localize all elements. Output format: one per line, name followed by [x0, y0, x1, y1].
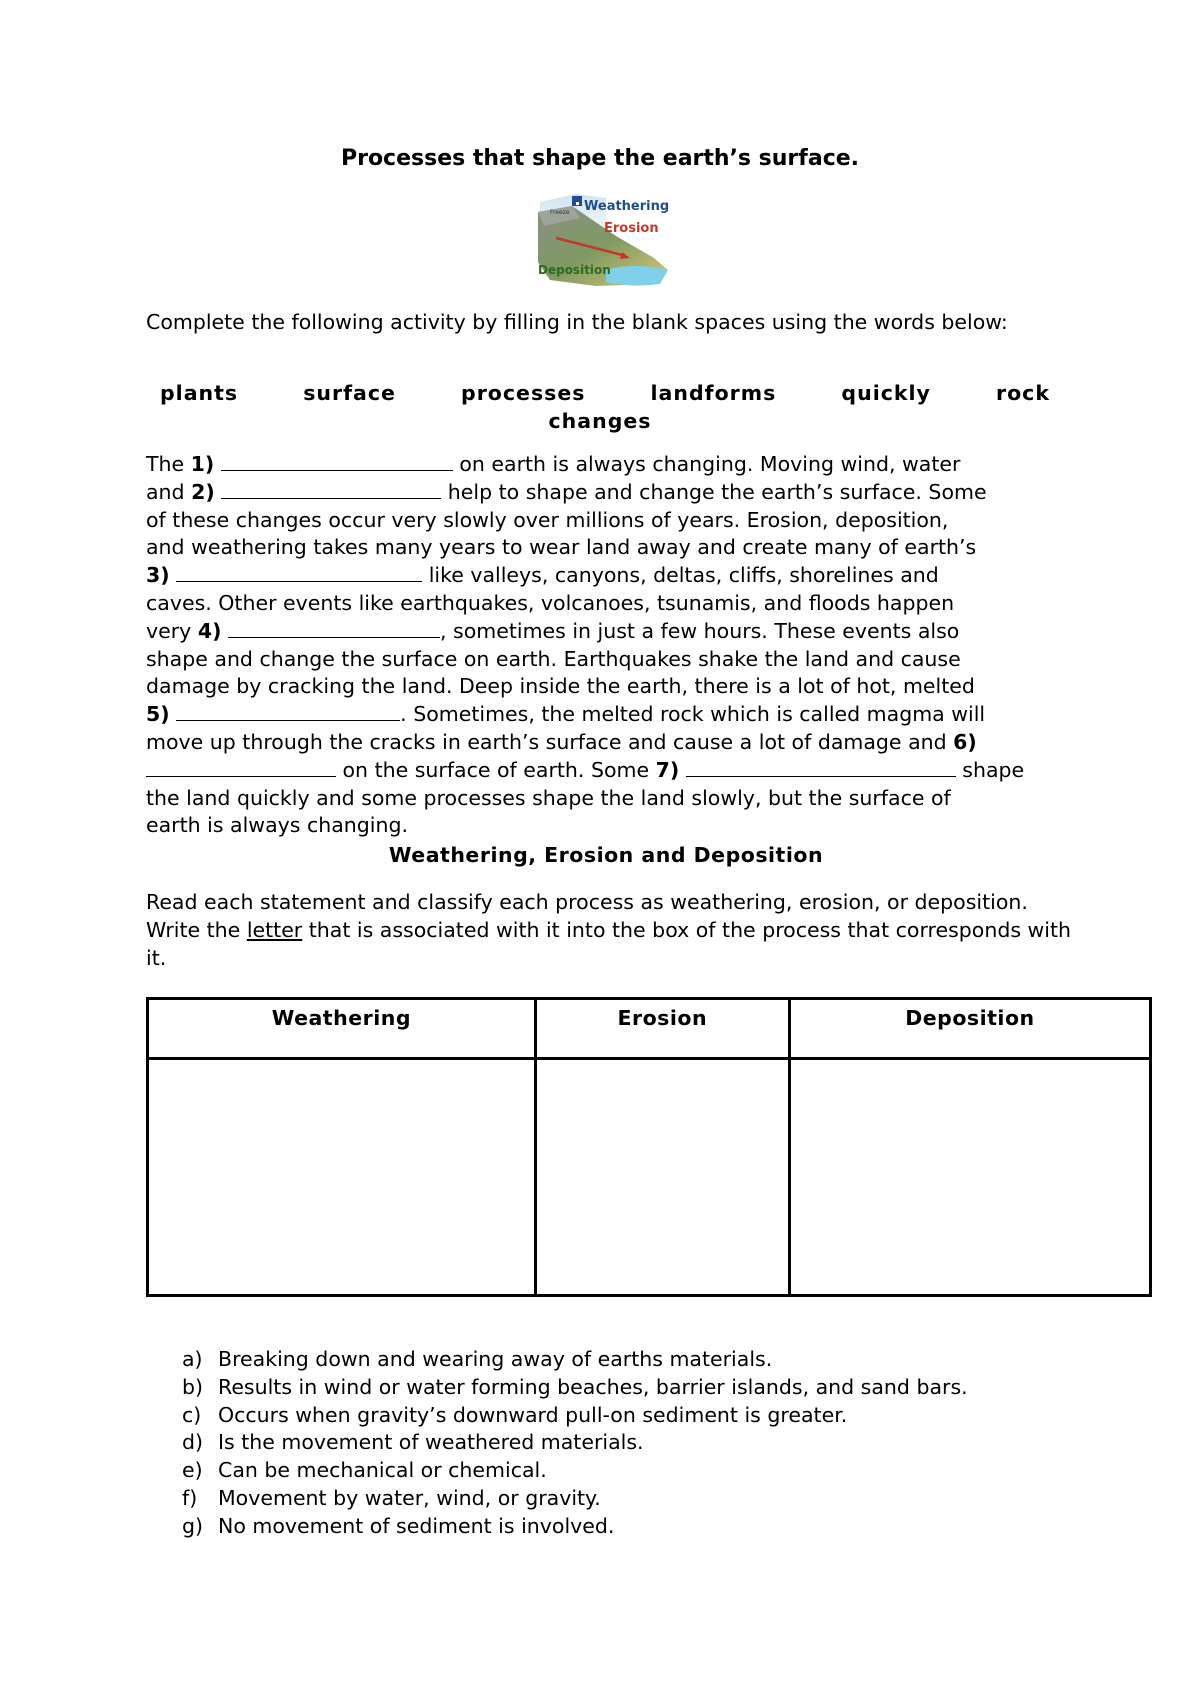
page-title: Processes that shape the earth’s surface.	[340, 146, 860, 171]
blank-number: 6)	[953, 729, 977, 754]
statement-text: Can be mechanical or chemical.	[218, 1458, 547, 1483]
classification-table	[146, 997, 1152, 1297]
blank-4[interactable]	[228, 618, 440, 638]
weathering-erosion-deposition-diagram	[536, 192, 672, 290]
word-bank-item: landforms	[650, 381, 777, 405]
blank-5[interactable]	[176, 701, 400, 721]
fill-in-passage	[146, 451, 1086, 840]
blank-3[interactable]	[176, 562, 422, 582]
passage-text: on the surface of earth. Some	[336, 757, 656, 782]
weathering-answer-box[interactable]	[148, 1059, 536, 1296]
statement-text: Results in wind or water forming beaches, barrier islands, and sand bars.	[218, 1374, 968, 1399]
word-bank-item: changes	[548, 409, 652, 433]
passage-text: shape	[955, 757, 1025, 782]
statement-letter: g)	[182, 1513, 204, 1538]
instructions-underlined-word: letter	[246, 917, 303, 942]
blank-2[interactable]	[221, 479, 441, 499]
statement-text: Breaking down and wearing away of earths materials.	[218, 1347, 773, 1371]
passage-text: , sometimes in just a few hours. These events also	[440, 618, 960, 643]
statement-letter: e)	[182, 1458, 203, 1483]
blank-number: 7)	[655, 757, 680, 782]
passage-text: shape and change the surface on earth. Earthquakes shake the land and cause	[146, 646, 961, 671]
passage-text: and	[146, 479, 192, 504]
list-item	[182, 1457, 968, 1485]
list-item	[182, 1402, 968, 1430]
word-bank-item: surface	[303, 381, 396, 405]
passage-text: damage by cracking the land. Deep inside the earth, there is a lot of hot, melted	[146, 674, 975, 699]
word-bank-item: processes	[461, 381, 586, 405]
statement-letter: b)	[182, 1374, 204, 1399]
word-bank-item: rock	[995, 381, 1050, 405]
passage-text: earth is always changing.	[146, 813, 409, 838]
deposition-answer-box[interactable]	[789, 1059, 1150, 1296]
blank-number: 1)	[190, 452, 215, 476]
statement-list	[182, 1346, 968, 1541]
blank-number: 3)	[146, 563, 170, 588]
statement-letter: d)	[182, 1430, 204, 1455]
passage-text: . Sometimes, the melted rock which is called magma will	[400, 702, 986, 727]
diagram-label-weathering: Weathering	[584, 199, 670, 214]
list-item	[182, 1485, 968, 1513]
list-item	[182, 1429, 968, 1457]
activity-instructions: Complete the following activity by filling in the blank spaces using the words below:	[146, 310, 1008, 334]
list-item	[182, 1374, 968, 1402]
instructions-text: that is associated with it into the box of the process that corresponds with it.	[146, 917, 1072, 970]
statement-text: Movement by water, wind, or gravity.	[218, 1485, 601, 1510]
diagram-label-deposition: Deposition	[538, 263, 611, 277]
blank-7[interactable]	[686, 757, 956, 777]
section-heading: Weathering, Erosion and Deposition	[388, 843, 824, 867]
diagram-label-freeze: Freeze	[550, 209, 570, 216]
classification-instructions	[146, 889, 1076, 972]
instructions-text: Read each statement and classify each process as weathering, erosion, or deposition. Write the	[146, 890, 1028, 942]
column-header-erosion: Erosion	[535, 999, 789, 1059]
word-bank-item: quickly	[841, 381, 931, 405]
column-header-deposition: Deposition	[789, 999, 1150, 1059]
blank-6[interactable]	[146, 757, 336, 777]
statement-text: Occurs when gravity’s downward pull-on sediment is greater.	[218, 1402, 848, 1427]
blank-1[interactable]	[221, 451, 453, 471]
statement-letter: f)	[182, 1485, 198, 1510]
passage-text: caves. Other events like earthquakes, volcanoes, tsunamis, and floods happen	[146, 590, 955, 615]
statement-letter: c)	[182, 1402, 202, 1427]
passage-text: of these changes occur very slowly over millions of years. Erosion, deposition,	[146, 507, 949, 532]
passage-text: the land quickly and some processes shape the land slowly, but the surface of	[146, 785, 951, 810]
blank-number: 5)	[146, 702, 170, 727]
passage-text: The	[146, 452, 191, 476]
passage-text: like valleys, canyons, deltas, cliffs, shorelines and	[422, 563, 939, 588]
passage-text: and weathering takes many years to wear land away and create many of earth’s	[146, 535, 977, 560]
list-item	[182, 1346, 968, 1374]
erosion-answer-box[interactable]	[535, 1059, 789, 1296]
statement-letter: a)	[182, 1347, 203, 1371]
word-bank	[160, 381, 1050, 405]
passage-text: move up through the cracks in earth’s surface and cause a lot of damage and	[146, 729, 954, 754]
column-header-weathering: Weathering	[148, 999, 536, 1059]
passage-text: on earth is always changing. Moving wind, water	[452, 452, 961, 476]
blank-number: 2)	[191, 479, 215, 504]
statement-text: No movement of sediment is involved.	[218, 1513, 615, 1538]
list-item	[182, 1513, 968, 1541]
passage-text: very	[146, 618, 198, 643]
statement-text: Is the movement of weathered materials.	[218, 1430, 644, 1455]
diagram-label-erosion: Erosion	[604, 221, 659, 236]
passage-text: help to shape and change the earth’s surface. Some	[441, 479, 987, 504]
blank-number: 4)	[197, 618, 222, 643]
word-bank-item: plants	[160, 381, 239, 405]
